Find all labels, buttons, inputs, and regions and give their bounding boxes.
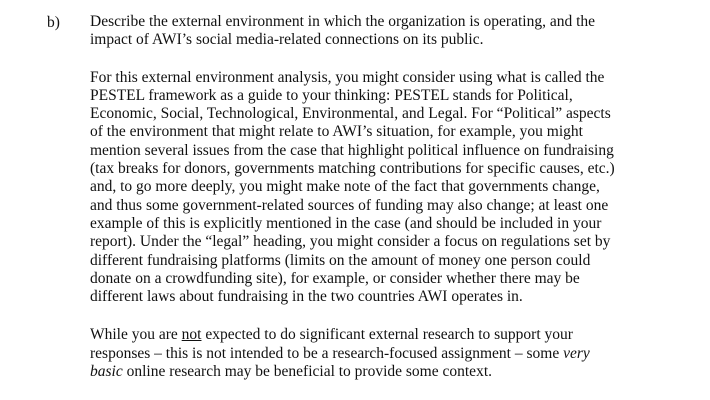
- text-segment: expected to do significant external research to support your: [201, 326, 573, 344]
- emphasis-underline: not: [181, 326, 202, 344]
- text-line: For this external environment analysis, you might consider using what is called the: [90, 68, 605, 86]
- question-prompt: [90, 13, 650, 50]
- emphasis-italic: very: [563, 344, 590, 362]
- pestel-guidance-paragraph: [90, 69, 650, 307]
- text-line: and, to go more deeply, you might make note of the fact that governments change,: [90, 178, 600, 196]
- question-content: [90, 13, 650, 399]
- text-line: different laws about fundraising in the two countries AWI operates in.: [90, 288, 523, 306]
- text-line: Economic, Social, Technological, Environmental, and Legal. For “Political” aspects: [90, 105, 611, 123]
- text-line: different fundraising platforms (limits on the amount of money one person could: [90, 251, 591, 269]
- text-line: and thus some government-related sources of funding may also change; at least one: [90, 196, 609, 214]
- text-segment: While you are: [90, 326, 182, 344]
- text-line: donate on a crowdfunding site), for example, or consider whether there may be: [90, 269, 580, 287]
- text-line: of the environment that might relate to AWI’s situation, for example, you might: [90, 123, 583, 141]
- text-line: [90, 345, 650, 363]
- text-line: report). Under the “legal” heading, you might consider a focus on regulations set by: [90, 233, 611, 251]
- question-label: b): [47, 14, 60, 31]
- emphasis-italic: basic: [90, 363, 123, 381]
- text-line: example of this is explicitly mentioned in the case (and should be included in your: [90, 214, 602, 232]
- text-line: [90, 326, 650, 344]
- text-line: mention several issues from the case that highlight political influence on fundraising: [90, 141, 614, 159]
- text-line: impact of AWI’s social media-related connections on its public.: [90, 31, 484, 49]
- text-line: (tax breaks for donors, governments matching contributions for specific causes, etc.): [90, 160, 615, 178]
- text-segment: online research may be beneficial to provide some context.: [122, 363, 492, 381]
- text-segment: responses – this is not intended to be a research-focused assignment – some: [90, 344, 564, 362]
- text-line: PESTEL framework as a guide to your thinking: PESTEL stands for Political,: [90, 86, 573, 104]
- text-line: Describe the external environment in which the organization is operating, and the: [90, 13, 596, 30]
- research-note-paragraph: [90, 326, 650, 381]
- text-line: [90, 363, 650, 381]
